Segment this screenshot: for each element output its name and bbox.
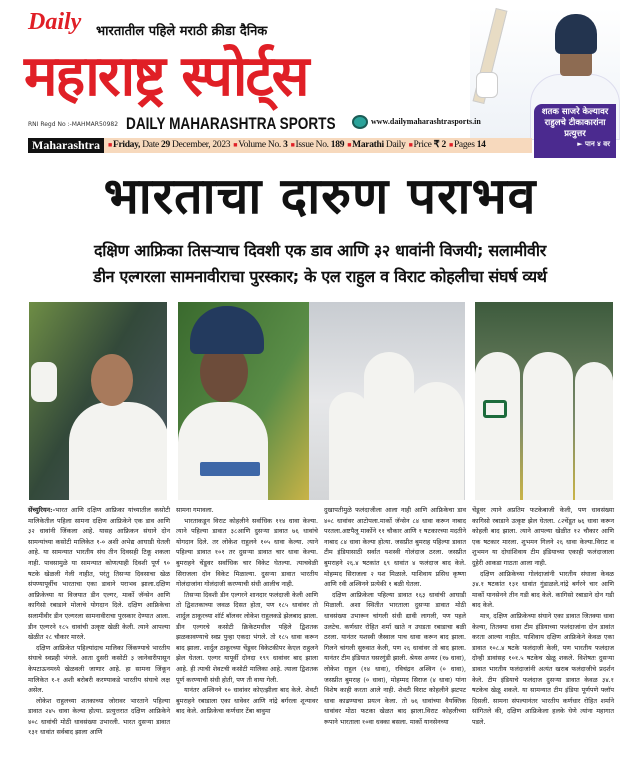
dateline: सेंच्युरियन:- bbox=[28, 506, 56, 514]
subheadline-line-1: दक्षिण आफ्रिका तिसऱ्याच दिवशी एक डाव आणि ३२ धावांनी विजयी; सलामीवीर bbox=[94, 241, 546, 260]
jersey-logo bbox=[200, 462, 260, 476]
frequency: Daily bbox=[385, 140, 406, 150]
article-column-4 bbox=[472, 505, 614, 738]
helmet bbox=[190, 306, 264, 354]
date-label: Date bbox=[142, 140, 159, 150]
paragraph: दक्षिण आफ्रिकेला पहिल्या डावात १६३ धावांची आघाडी मिळाली. अशा स्थितीत भारताला दुसऱ्या डावात मोठी धावसंख्या उभारून चांगली संधी द्यावी लागली, पण पहले उलटेच. कर्णधार रोहित शर्मा खाते न उघडता रबाडाचा बळी ठरला. यानंतर यशस्वी जैस्वाल पाच धावा करून बाद झाला. गिलने चांगली सुरुवात केली, पण २६ धावांवर तो बाद झाला. यानंतर टीम इंडियात घसरगुंडी झाली. श्रेयस अय्यर (१७ धावा), लोकेश राहुल (१४ धावा), रविचंद्रन अश्विन (० धावा), जसप्रीत बुमराह (० धावा), मोहम्मद सिराज (४ धावा) यांना विशेष काही करता आले नाही. शेवटी विराट कोहलीने झटपट धावा काढण्याचा प्रयत्न केला. तो ७६ धावांच्या वैयक्तिक धावांवर मोठा फटका खेळत बाद झाला.विराट कोहलीच्या रूपाने भारताला १०वा धक्का बसला. मार्को यानसेनच्या bbox=[324, 590, 466, 726]
photo-sa-team bbox=[475, 302, 613, 500]
player-figure bbox=[364, 352, 414, 500]
article-column-2 bbox=[176, 505, 318, 738]
web-click-icon bbox=[352, 115, 368, 129]
volume: 3 bbox=[283, 140, 288, 150]
price: ₹ 2 bbox=[433, 140, 446, 150]
article-column-1 bbox=[28, 505, 170, 738]
rni-number: RNI Regd No :-MAHMAR50982 bbox=[28, 121, 119, 128]
paragraph-text: भारत आणि दक्षिण आफ्रिका यांच्यातील कसोटी मालिकेतील पहिला सामना दक्षिण आफ्रिकेने एक डाव आणि ३२ धावांनी जिंकला आहे. यासह आफ्रिकन संघाने दोन सामन्यांच्या कसोटी मालिकेत १-० अशी अभेद्य आघाडी घेतली आहे. या सामन्यात भारतीय संघ तीन दिवसही टिकू शकला नाही. पावसामुळे या सामन्यात कोणत्याही दिवशी पूर्ण ९० षटके खेळली गेली नाहीत, परंतु तिसऱ्या दिवसाचा खेळ संपण्यापूर्वीच भारताचा एका डावाने पराभव झाला.दक्षिण आफ्रिकेच्या या विजयात डीन एल्गर, मार्को जॅन्सेन आणि कागिसो रबाडाने मोलाचे योगदान दिले. दक्षिण आफ्रिकेचा सलामीवीर डीन एल्गरला सामनावीराचा पुरस्कार देण्यात आला. डीन एल्गरने १८५ धावांची उत्कृष्ट खेळी केली. त्याने आपल्या खेळीत २८ चौकार मारले. bbox=[28, 506, 170, 642]
day: Friday, bbox=[112, 140, 141, 150]
player-head bbox=[91, 354, 133, 406]
player-figure bbox=[329, 392, 369, 500]
photo-sa-celebration bbox=[309, 302, 465, 500]
volume-label: Volume No. bbox=[238, 140, 281, 150]
player-figure bbox=[409, 382, 464, 500]
batting-glove bbox=[476, 72, 498, 98]
photo-virat-kohli bbox=[178, 302, 309, 500]
subheadline bbox=[0, 238, 640, 290]
newspaper-title: महाराष्ट्र स्पोर्ट्स bbox=[24, 44, 308, 109]
date-rest: December, 2023 bbox=[172, 140, 231, 150]
paragraph: तिसऱ्या दिवशी डीन एल्गरने शानदार फलंदाजी केली आणि तो द्विशतकाच्या जवळ दिसत होता, पण १८५ धावांवर तो शार्दुल ठाकूरच्या शॉर्ट बॉलवर लोकेश राहुलकडे झेलबाद झाला. डीन एल्गरचे कसोटी क्रिकेटमधील पहिले द्विशतक झळकावण्याचे स्वप्न पुन्हा एकदा भंगले. तो १८५ धावा करून बाद झाला. शार्दुल ठाकूरच्या चेंडूवर विकेटकीपर केएल राहुलने झेल घेतला. एल्गर यापूर्वी दोनदा १९९ धावांवर बाद झाला आहे. ही त्याची शेवटची कसोटी मालिका आहे. त्याला द्विशतक पूर्ण करण्याची संधी होती, पण ती वाया गेली. bbox=[176, 590, 318, 684]
paragraph: दुखापतीमुळे फलंदाजीला आला नाही आणि आफ्रिकेचा डाव ४०८ धावांवर आटोपला.मार्को जॅन्सेन ८४ धावा करून नाबाद परतला.अष्टपैलू मार्कोने ११ चौकार आणि १ षटकारच्या मदतीने नाबाद ८४ धावा केल्या होत्या. जसप्रीत बुमराह पहिल्या डावात टीम इंडियासाठी सर्वात यशस्वी गोलंदाज ठरला. जसप्रीत बुमराहने २६.४ षटकांत ६९ धावांत ४ फलंदाज बाद केले. मोहम्मद सिराजला २ यश मिळाले. याशिवाय प्रसिध कृष्णा आणि रवी अश्विनने प्रत्येकी १ बळी घेतला. bbox=[324, 506, 466, 589]
article-column-3 bbox=[324, 505, 466, 738]
article-body bbox=[28, 505, 614, 738]
player-figure bbox=[69, 402, 167, 500]
player-figure bbox=[475, 352, 520, 500]
player-figure bbox=[178, 402, 268, 500]
issue-label: Issue No. bbox=[295, 140, 329, 150]
issue-info-strip bbox=[28, 138, 532, 153]
website-url[interactable]: www.dailymaharashtrasports.in bbox=[371, 117, 481, 126]
player-helmet bbox=[555, 14, 597, 54]
pages-label: Pages bbox=[453, 140, 475, 150]
paragraph: दक्षिण आफ्रिकेत पहिल्यांदाच मालिका जिंकण्याचे भारतीय संघाचे स्वप्नही भंगले. आता दुसरी कसोटी ३ जानेवारीपासून केपटाऊनमध्ये खेळवली जाणार आहे. हा सामना जिंकून मालिकेत १-१ अशी बरोबरी करण्याकडे भारतीय संघाचे लक्ष असेल. bbox=[28, 643, 170, 695]
paragraph: दक्षिण आफ्रिकेच्या गोलंदाजांनी भारतीय संघाला केवळ ३४.१ षटकांत १३१ धावांत गुंडाळले.नांद्रे बर्गरने चार आणि मार्को यानसेनने तीन गडी बाद केले. कागिसो रबाडाने दोन गडी बाद केले. bbox=[472, 569, 614, 610]
price-label: Price bbox=[413, 140, 432, 150]
paragraph bbox=[28, 505, 170, 643]
english-title: DAILY MAHARASHTRA SPORTS bbox=[126, 114, 336, 133]
website[interactable] bbox=[352, 115, 481, 129]
glove-raised bbox=[31, 362, 57, 402]
subheadline-line-2: डीन एल्गरला सामनावीराचा पुरस्कार; के एल राहुल व विराट कोहलीचा संघर्ष व्यर्थ bbox=[93, 267, 547, 286]
language: Marathi bbox=[352, 140, 384, 150]
player-figure bbox=[575, 362, 613, 500]
state-label: Maharashtra bbox=[28, 138, 104, 153]
paragraph: मात्र, दक्षिण आफ्रिकेच्या संघाने एका डावात जितक्या धावा केल्या, तितक्या धावा टीम इंडियाच्या फलंदाजांना दोन डावांत करता आल्या नाहीत. याशिवाय दक्षिण आफ्रिकेने केवळ एका डावात १०८.४ षटके फलंदाजी केली, पण भारतीय फलंदाज दोन्ही डावांसह १०१.५ षटकेच खेळू शकले. विशेषतः दुसऱ्या डावात भारतीय फलंदाजांनी अत्यंत खराब फलंदाजीचे प्रदर्शन केले. टीम इंडियाचे फलंदाज दुसऱ्या डावात केवळ ३४.१ षटकेच खेळू शकले. या सामन्यात टीम इंडिया पूर्णपणे फ्लॉप दिसली. सामना संपल्यानंतर भारतीय कर्णधार रोहित शर्माने सांगितले की, दक्षिण आफ्रिकेला हलके घेणे त्यांना महागात पडले. bbox=[472, 611, 614, 726]
masthead-daily: Daily bbox=[28, 9, 82, 35]
player-figure bbox=[523, 352, 573, 500]
paragraph: भारताकडून विराट कोहलीने सर्वाधिक ११४ धावा केल्या. त्याने पहिल्या डावात ३८आणि दुसऱ्या डावात ७६ धावांचे योगदान दिले. तर लोकेश राहुलने १०५ धावा केल्या. त्याने पहिल्या डावात १०१ तर दुसऱ्या डावात चार धावा केल्या. बुमराहने चेंडूवर सर्वाधिक चार विकेट घेतल्या. त्याचवेळी सिराजला दोन विकेट मिळाल्या. दुसऱ्या डावात भारतीय गोलंदाजांना गोलंदाजी करण्याची संधी आलीच नाही. bbox=[176, 516, 318, 589]
main-headline: भारताचा दारुण पराभव bbox=[103, 167, 537, 225]
jersey-number bbox=[483, 400, 507, 418]
paragraph: चेंडूवर त्याने अप्रतिम फटकेबाजी केली, पण धावसंख्या कागिसो रबाडाने उत्कृष्ट झेल घेतला. ८२चेंडूत ७६ धावा करून कोहली बाद झाला. त्याने आपल्या खेळीत १२ चौकार आणि एक षटकार मारला. शुभमन गिलने २६ धावा केल्या.विराट व शुभमन या दोघांशिवाय टीम इंडियाच्या एकाही फलंदाजाला दुहेरी आकडा गाठता आला नाही. bbox=[472, 506, 614, 567]
promo-badge[interactable] bbox=[534, 104, 616, 158]
paragraph: यानंतर अश्विनने १० धावांवर कोएत्झीला बाद केले. शेवटी बुमराहने रबाडाला एका धावेवर आणि नांद्रे बर्गरला शून्यावर बाद केले. आफ्रिकेचा कर्णधार टेंबा बावुमा bbox=[176, 686, 318, 716]
promo-page-ref: ► पान ४ वर bbox=[577, 140, 610, 148]
promo-badge-text: शतक साजरे केल्यावर राहुलचे टीकाकारांना प्रत्युत्तर bbox=[541, 107, 609, 139]
paragraph: सामना गमावला. bbox=[176, 506, 214, 514]
issue-details: ■Friday, Date 29 December, 2023 ■Volume No. 3 ■Issue No. 189 ■Marathi Daily ■Price ₹ 2 ■Pages 14 bbox=[104, 138, 532, 153]
photo-dean-elgar bbox=[29, 302, 167, 500]
issue: 189 bbox=[330, 140, 345, 150]
date-day: 29 bbox=[161, 140, 170, 150]
masthead-tagline: भारतातील पहिले मराठी क्रीडा दैनिक bbox=[96, 24, 268, 39]
paragraph: लोकेश राहुलच्या शतकाच्या जोरावर भारताने पहिल्या डावात २४५ धावा केल्या होत्या. प्रत्युत्तरात दक्षिण आफ्रिकेने ४०८ धावांची मोठी धावसंख्या उभारली. भारत दुसऱ्या डावात १३१ धावांत सर्वबाद झाला आणि bbox=[28, 696, 170, 737]
pages: 14 bbox=[476, 140, 486, 150]
